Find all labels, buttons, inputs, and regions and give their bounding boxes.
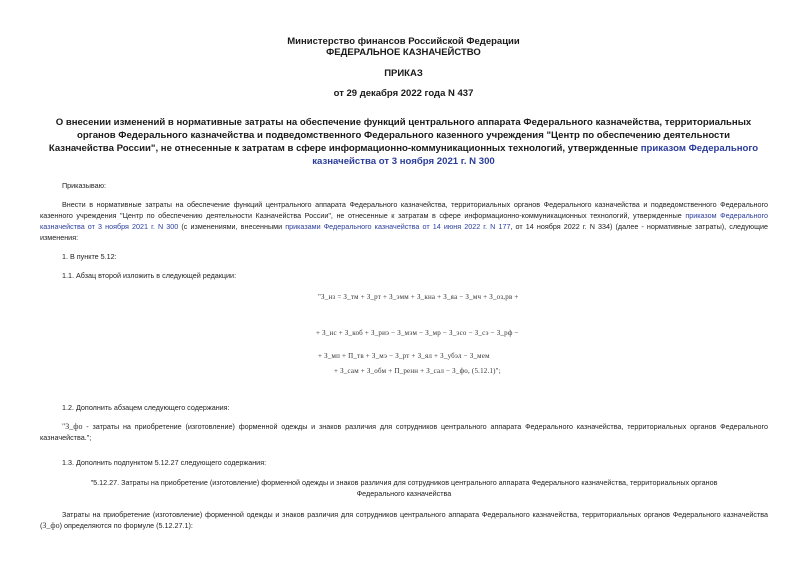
document-date: от 29 декабря 2022 года N 437 [333, 88, 474, 99]
item-1: 1. В пункте 5.12: [62, 252, 117, 261]
last-text-start: Затраты на приобретение (изготовление) форменной одежды и знаков различия для сотрудников центрального аппарата Федерального казначейства, территориальных органов Федерального казначейства ( [40, 510, 768, 530]
p1-text-start: Внести в нормативные затраты на обеспечение функций центрального аппарата Федерального казначейства, территориальных органов Федерального казначейства и подведомственного Федерального казенного учреждения "Центр по обеспечению деятельности Казначейства России", не отнесенные к затратам в сфере информационно-коммуникационных технологий, утвержденные [40, 200, 768, 220]
document-title [46, 116, 761, 168]
quote-symbol: "З_фо [62, 422, 83, 431]
ministry-name: Министерство финансов Российской Федерации [287, 36, 520, 47]
formula-line-4: + З_сам + З_обм + П_ренн + З_сал − З_фо, (5.12.1)"; [334, 367, 501, 375]
formula-line-2: + З_нс + З_коб + З_риэ − З_мэм − З_мр − З_эсо − З_сэ − З_рф − [316, 329, 519, 337]
subclause-heading: "5.12.27. Затраты на приобретение (изготовление) форменной одежды и знаков различия для сотрудников центрального аппарата Федерального казначейства, территориальных органов Федерального казначейства [90, 478, 718, 498]
quote-text: - затраты на приобретение (изготовление) форменной одежды и знаков различия для сотрудников центрального аппарата Федерального казначейства, территориальных органов Федерального казначейства."; [40, 422, 768, 442]
formula-line-1: "З_нз = З_тм + З_рт + З_эмм + З_кна + З_яа − З_мч + З_оз,рв + [318, 293, 519, 301]
document-type: ПРИКАЗ [384, 68, 423, 79]
last-text-end: ) определяются по формуле (5.12.27.1): [59, 521, 193, 530]
formula-line-3: + З_мп + П_тв + З_мэ − З_рт + З_ял + З_убэл − З_мем [318, 352, 490, 360]
item-1-2: 1.2. Дополнить абзацем следующего содержания: [62, 403, 230, 412]
title-text: О внесении изменений в нормативные затраты на обеспечение функций центрального аппарата Федерального казначейства, территориальных органов Федерального казначейства и подведомственного Федерального казенного учреждения "Центр по обеспечению деятельности Казначейства России", не отнесенные к затратам в сфере информационно-коммуникационных технологий, утвержденные [48, 117, 752, 154]
item-1-3: 1.3. Дополнить подпунктом 5.12.27 следующего содержания: [62, 458, 267, 467]
item-1-1: 1.1. Абзац второй изложить в следующей редакции: [62, 271, 237, 280]
last-paragraph [40, 509, 768, 531]
p1-text-end: , от 14 ноября 2022 г. N 334) (далее - нормативные затраты), следующие изменения: [40, 222, 768, 242]
p1-order-link[interactable]: приказом Федерального казначейства от 3 ноября 2021 г. N 300 [40, 211, 768, 231]
agency-name: ФЕДЕРАЛЬНОЕ КАЗНАЧЕЙСТВО [326, 47, 481, 58]
last-symbol: З_фо [42, 521, 60, 530]
quote-paragraph [40, 421, 768, 443]
title-order-link[interactable]: приказом Федерального казначейства от 3 ноября 2021 г. N 300 [312, 143, 759, 167]
paragraph-1 [40, 199, 768, 243]
p1-amendments-link[interactable]: приказами Федерального казначейства от 14 июня 2022 г. N 177 [285, 222, 511, 231]
p1-text-mid: (с изменениями, внесенными [178, 222, 286, 231]
order-word: Приказываю: [62, 181, 106, 190]
